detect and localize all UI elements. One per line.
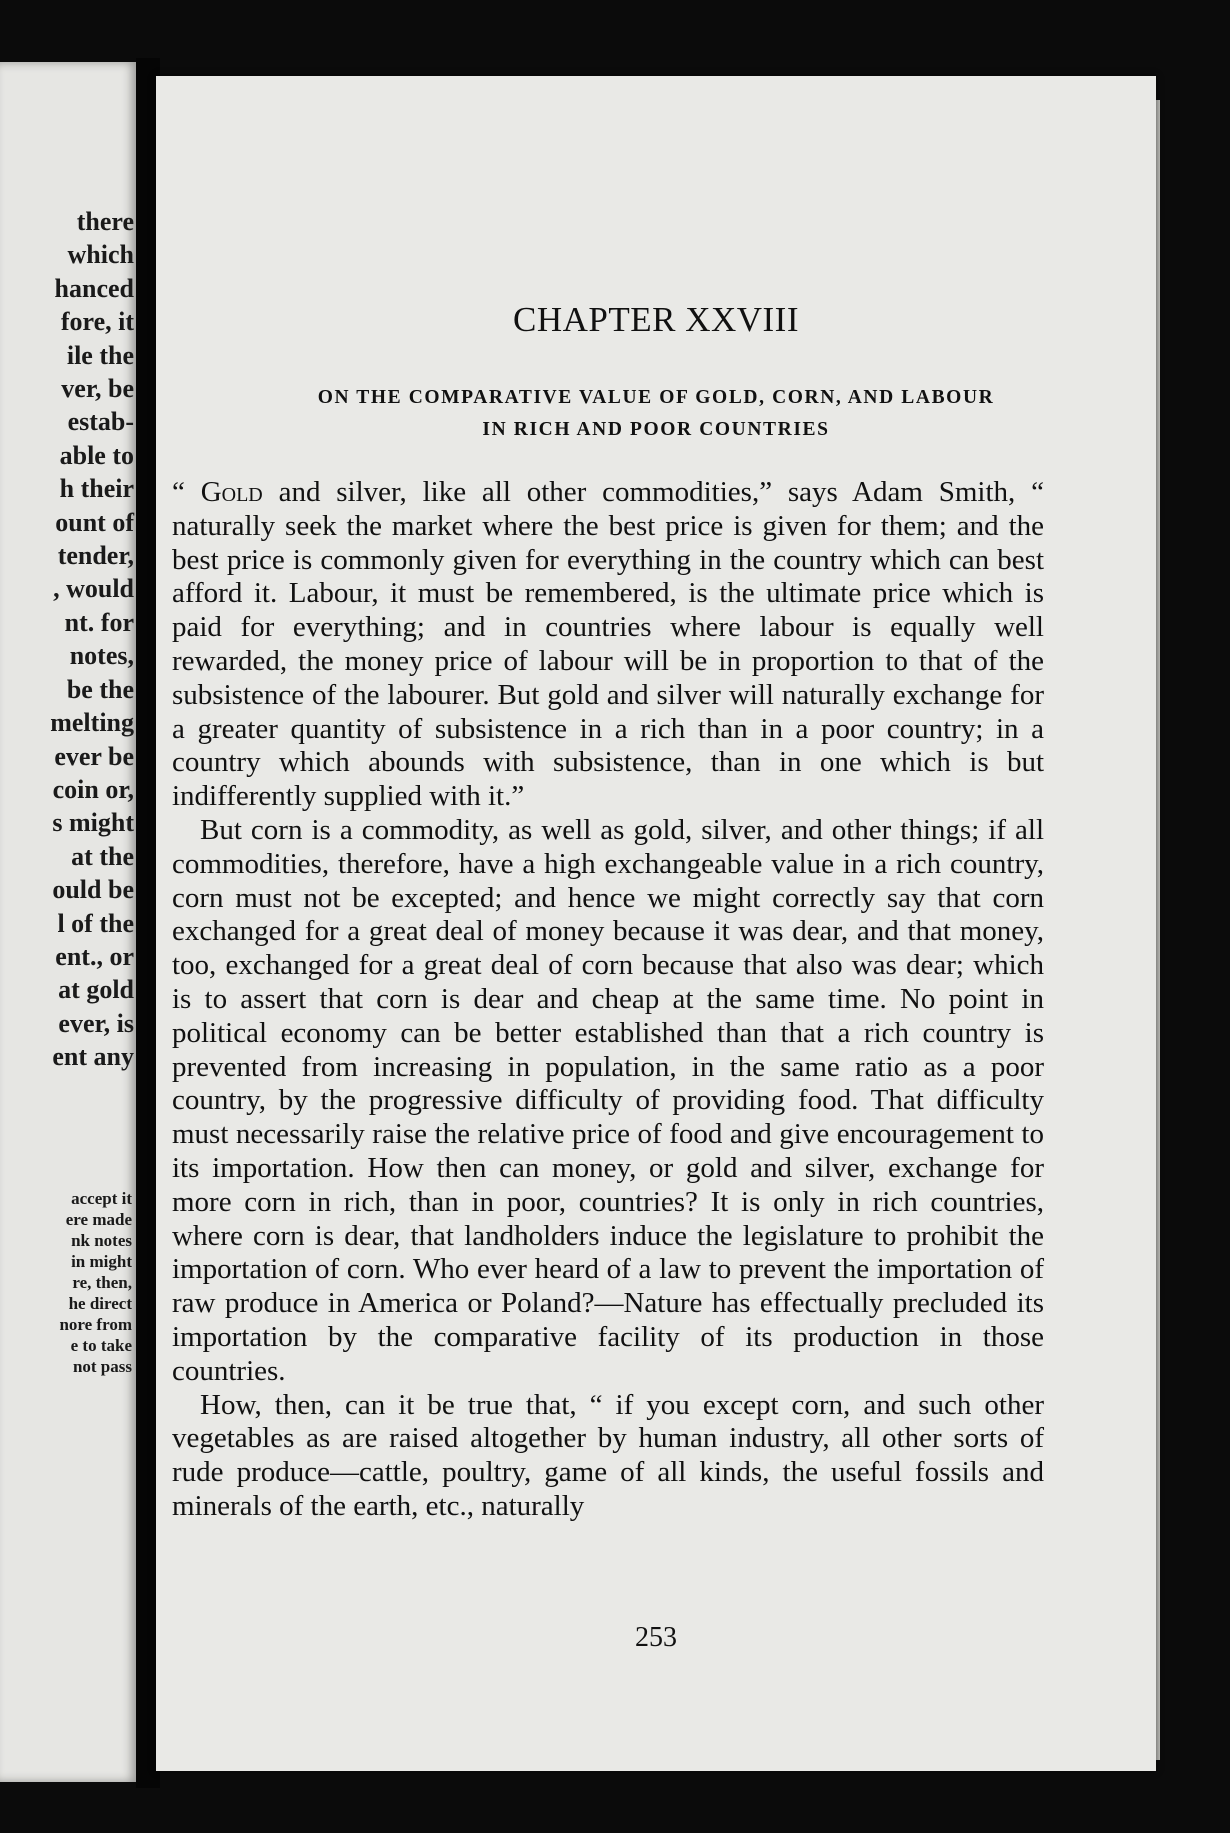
subtitle-line: IN RICH AND POOR COUNTRIES xyxy=(482,419,830,440)
left-line: able to xyxy=(59,440,134,470)
left-line: , would xyxy=(53,574,134,604)
left-line: which xyxy=(67,240,134,270)
paragraph-text: and silver, like all other commodities,” says Adam Smith, “ naturally seek the market where the best price is given for them; and the best price is commonly given for everything in the country which can best afford it. Labour, it must be remembered, is the ultimate price which is paid for everything; and in countries where labour is equally well rewarded, the money price of labour will be in proportion to that of the subsistence of the labourer. But gold and silver will naturally exchange for a greater quantity of subsistence in a rich than in a poor country; in a country which abounds with subsistence, than in one which is but indifferently supplied with it.” xyxy=(172,476,1044,813)
left-line: h their xyxy=(59,474,134,504)
left-line: ent any xyxy=(52,1042,134,1072)
left-line: ent., or xyxy=(55,941,134,971)
left-facing-page xyxy=(0,62,138,1782)
left-line: be the xyxy=(66,674,134,704)
left-line: coin or, xyxy=(52,774,134,804)
left-line: ever be xyxy=(54,741,134,771)
footnote-line: accept it xyxy=(71,1189,132,1208)
paragraph xyxy=(172,476,1044,814)
left-line: ount of xyxy=(55,507,134,537)
left-line: ould be xyxy=(52,875,134,905)
footnote-line: nk notes xyxy=(71,1231,132,1250)
right-page xyxy=(156,76,1156,1771)
footnote-line: re, then, xyxy=(72,1273,132,1292)
opening-quote: “ xyxy=(172,476,201,508)
left-line: nt. for xyxy=(64,607,134,637)
subtitle-line: ON THE COMPARATIVE VALUE OF GOLD, CORN, AND LABOUR xyxy=(317,387,995,408)
left-line: fore, it xyxy=(60,307,134,337)
page-number: 253 xyxy=(635,1622,677,1653)
left-line: there xyxy=(76,207,134,236)
paragraph: How, then, can it be true that, “ if you except corn, and such other vegetables as are raised altogether by human industry, all other sorts of rude produce—cattle, poultry, game of all kinds, the useful fossils and minerals of the earth, etc., naturally xyxy=(172,1388,1044,1522)
chapter-body xyxy=(172,476,1044,1524)
footnote-line: he direct xyxy=(68,1294,132,1313)
left-line: at gold xyxy=(58,975,134,1005)
left-line: at the xyxy=(71,841,134,871)
left-line: ver, be xyxy=(61,374,134,404)
left-line: l of the xyxy=(57,908,134,938)
left-line: melting xyxy=(50,708,134,738)
left-page-footnote xyxy=(59,1188,132,1377)
footnote-line: in might xyxy=(71,1252,132,1271)
chapter-title: CHAPTER XXVIII xyxy=(512,300,799,339)
footnote-line: ere made xyxy=(65,1210,132,1229)
left-line: s might xyxy=(52,808,134,838)
paragraph: But corn is a commodity, as well as gold, silver, and other things; if all commodities, therefore, have a high exchangeable value in a rich country, corn must not be excepted; and hence we might correctly say that corn exchanged for a great deal of money because it was dear, and that money, too, exchanged for a great deal of corn because that also was dear; which is to assert that corn is dear and cheap at the same time. No point in political economy can be better established than that a rich country is prevented from increasing in population, in the same ratio as a poor country, by the progressive difficulty of providing food. That difficulty must necessarily raise the relative price of food and give encouragement to its importation. How then can money, or gold and silver, exchange for more corn in rich, than in poor, countries? It is only in rich countries, where corn is dear, that landholders induce the legislature to prohibit the importation of corn. Who ever heard of a law to prevent the importation of raw produce in America or Poland?—Nature has effectually precluded its importation by the comparative facility of its production in those countries. xyxy=(172,813,1044,1387)
left-page-text xyxy=(50,205,134,1074)
drop-word: Gold xyxy=(200,476,263,508)
left-line: ile the xyxy=(66,340,134,370)
left-line: tender, xyxy=(57,541,134,571)
left-line: estab- xyxy=(67,407,134,437)
left-line: ever, is xyxy=(58,1008,134,1038)
footnote-line: nore from xyxy=(59,1315,132,1334)
left-line: hanced xyxy=(54,273,134,303)
footnote-line: e to take xyxy=(70,1336,132,1355)
footnote-line: not pass xyxy=(72,1357,132,1376)
left-line: notes, xyxy=(69,641,134,671)
chapter-subtitle xyxy=(156,382,1156,446)
